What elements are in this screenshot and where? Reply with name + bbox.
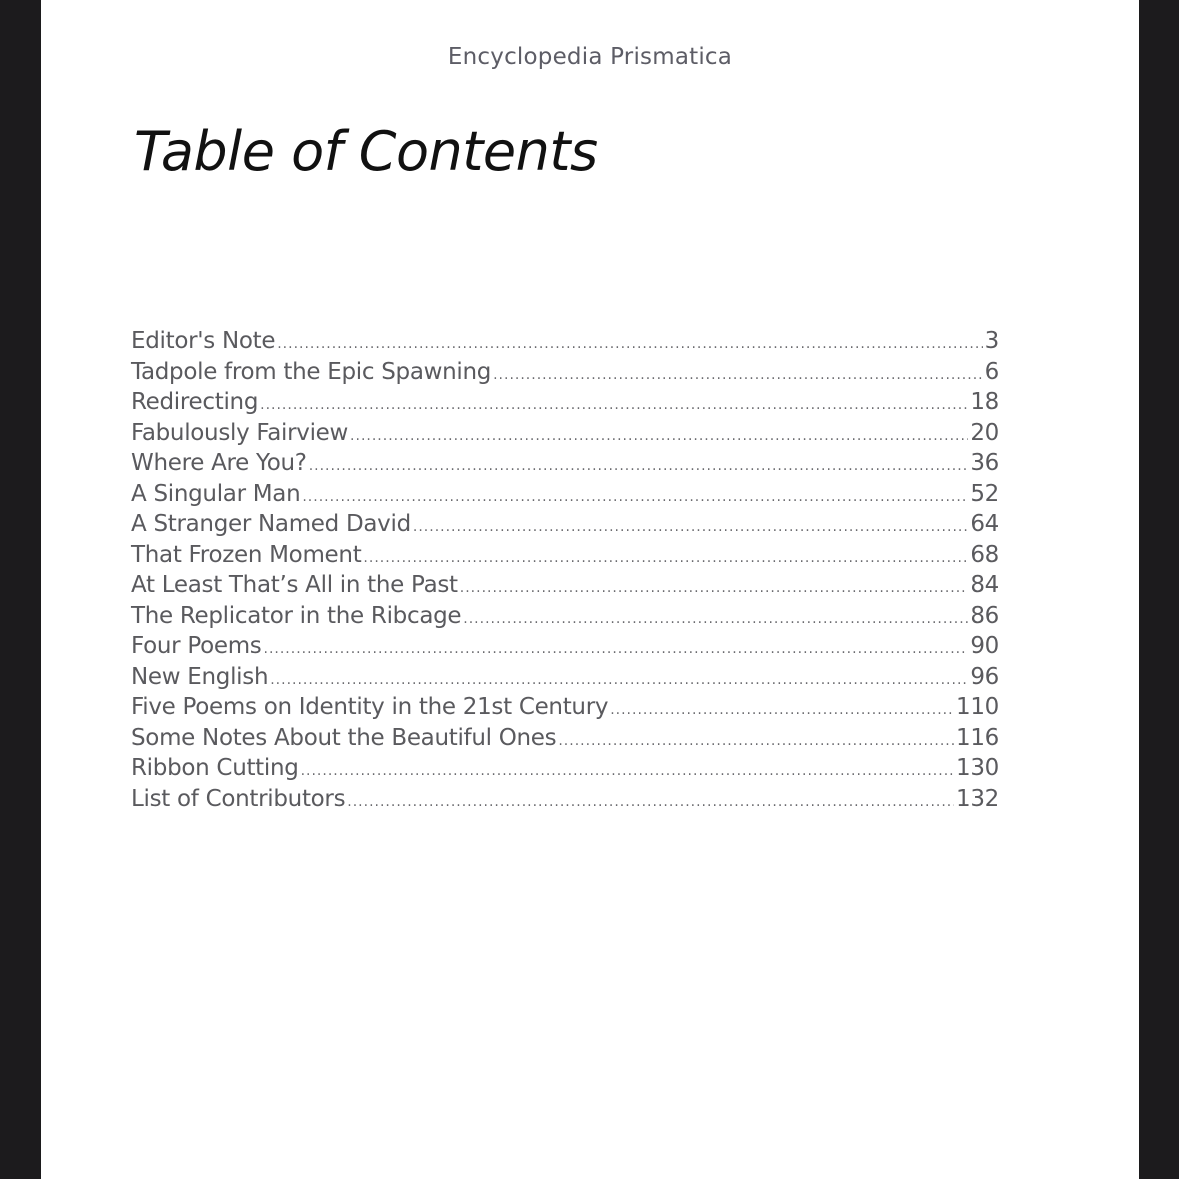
viewer-margin-left: [0, 0, 41, 1179]
dot-leader: [309, 451, 969, 482]
dot-leader: [260, 390, 968, 421]
toc-entry-title: Tadpole from the Epic Spawning: [131, 358, 492, 385]
table-of-contents: [131, 326, 999, 814]
toc-entry-title: At Least That’s All in the Past: [131, 572, 458, 598]
dot-leader: [277, 329, 982, 360]
dot-leader: [460, 573, 969, 604]
dot-leader: [302, 482, 968, 513]
toc-entry-title: A Singular Man: [131, 480, 301, 507]
toc-entry-title: Five Poems on Identity in the 21st Century: [131, 694, 609, 720]
viewer-margin-right: [1139, 0, 1179, 1179]
toc-entry[interactable]: [131, 784, 999, 815]
toc-entry-title: Redirecting: [131, 389, 259, 415]
toc-entry-title: That Frozen Moment: [131, 541, 362, 568]
toc-entry-page: 86: [970, 602, 999, 629]
toc-entry[interactable]: [131, 357, 999, 388]
toc-entry[interactable]: [131, 692, 999, 723]
dot-leader: [463, 604, 968, 635]
toc-entry-page: 110: [956, 694, 999, 720]
dot-leader: [350, 421, 968, 452]
toc-entry-page: 130: [956, 755, 999, 781]
toc-entry-title: Four Poems: [131, 633, 262, 659]
toc-entry-page: 68: [970, 541, 999, 568]
toc-entry-title: The Replicator in the Ribcage: [131, 602, 462, 629]
toc-entry-page: 3: [984, 328, 999, 354]
dot-leader: [610, 695, 954, 726]
toc-entry-page: 18: [970, 389, 999, 415]
toc-entry[interactable]: [131, 570, 999, 601]
toc-entry[interactable]: [131, 723, 999, 754]
running-head: Encyclopedia Prismatica: [447, 44, 733, 70]
page-title: Table of Contents: [134, 120, 598, 183]
toc-entry[interactable]: [131, 601, 999, 632]
dot-leader: [347, 787, 954, 818]
toc-entry[interactable]: [131, 479, 999, 510]
toc-entry[interactable]: [131, 540, 999, 571]
toc-entry-page: 116: [956, 724, 999, 751]
toc-entry[interactable]: [131, 631, 999, 662]
toc-entry-page: 36: [970, 450, 999, 476]
toc-entry[interactable]: [131, 448, 999, 479]
dot-leader: [558, 726, 954, 757]
dot-leader: [270, 665, 968, 696]
toc-entry-page: 52: [970, 480, 999, 507]
toc-entry-page: 90: [970, 633, 999, 659]
dot-leader: [301, 756, 954, 787]
toc-entry[interactable]: [131, 662, 999, 693]
toc-entry[interactable]: [131, 509, 999, 540]
toc-entry-page: 20: [970, 419, 999, 446]
toc-entry-page: 6: [984, 358, 999, 385]
toc-entry[interactable]: [131, 753, 999, 784]
dot-leader: [363, 543, 968, 574]
toc-entry-page: 132: [956, 785, 999, 812]
toc-entry-title: New English: [131, 663, 269, 690]
dot-leader: [264, 634, 969, 665]
toc-entry-title: Where Are You?: [131, 450, 307, 476]
dot-leader: [413, 512, 968, 543]
toc-entry-page: 64: [970, 511, 999, 537]
toc-entry-title: List of Contributors: [131, 785, 346, 812]
toc-entry[interactable]: [131, 387, 999, 418]
toc-entry-title: Some Notes About the Beautiful Ones: [131, 724, 557, 751]
toc-entry-title: Fabulously Fairview: [131, 419, 349, 446]
toc-entry-page: 96: [970, 663, 999, 690]
dot-leader: [493, 360, 983, 391]
toc-entry[interactable]: [131, 326, 999, 357]
toc-entry-title: Ribbon Cutting: [131, 755, 299, 781]
toc-entry-title: A Stranger Named David: [131, 511, 411, 537]
toc-entry-title: Editor's Note: [131, 328, 276, 354]
toc-entry[interactable]: [131, 418, 999, 449]
toc-entry-page: 84: [970, 572, 999, 598]
document-page: [41, 0, 1139, 1179]
